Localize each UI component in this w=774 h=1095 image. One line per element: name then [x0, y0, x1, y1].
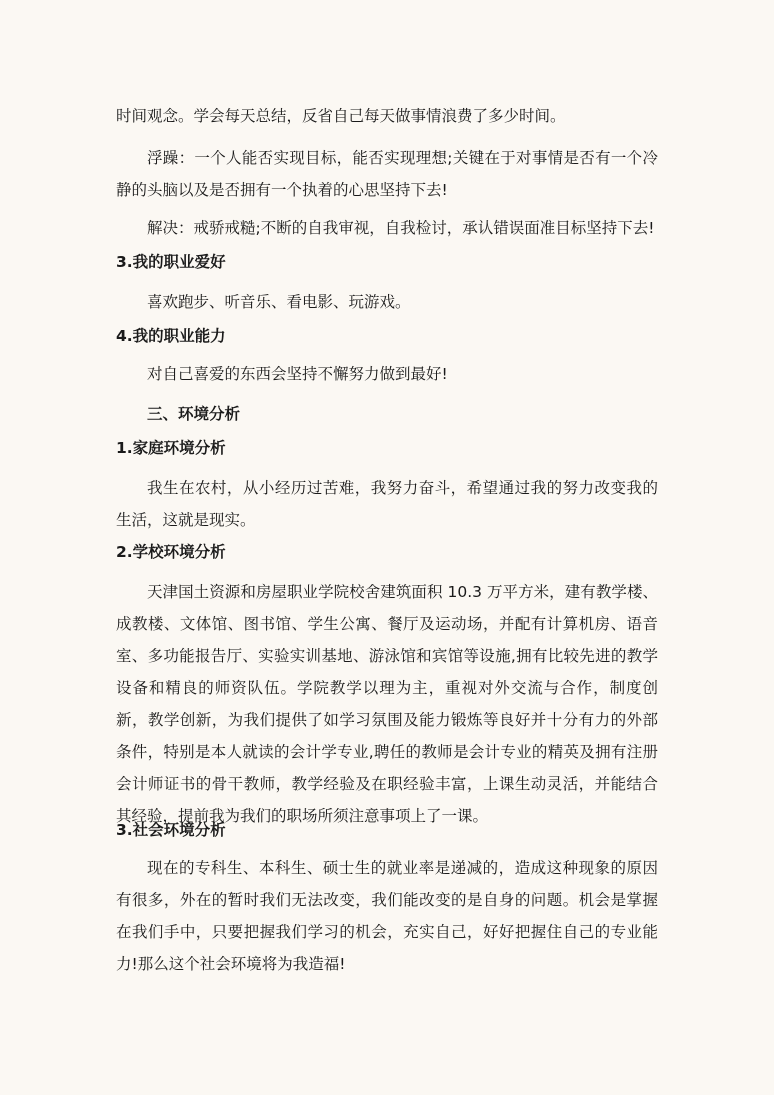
paragraph-ability: 对自己喜爱的东西会坚持不懈努力做到最好! — [147, 365, 448, 383]
paragraph-school: 天津国土资源和房屋职业学院校舍建筑面积 10.3 万平方米，建有教学楼、成教楼、文体馆、图书馆、学生公寓、餐厅及运动场，并配有计算机房、语音室、多功能报告厅、实验实训基地、游泳馆和宾馆等设施,拥有比较先进的教学设备和精良的师资队伍。学院教学以理为主，重视对外交流与合作，制度创新，教学创新，为我们提供了如学习氛围及能力锻炼等良好并十分有力的外部条件，特别是本人就读的会计学专业,聘任的教师是会计专业的精英及拥有注册会计师证书的骨干教师，教学经验及在职经验丰富，上课生动灵活，并能结合其经验，提前我为我们的职场所须注意事项上了一课。 — [116, 583, 658, 825]
heading-ability: 4.我的职业能力 — [116, 327, 226, 345]
paragraph-time: 时间观念。学会每天总结，反省自己每天做事情浪费了多少时间。 — [116, 107, 566, 125]
paragraph-family: 我生在农村，从小经历过苦难，我努力奋斗，希望通过我的努力改变我的生活，这就是现实。 — [116, 479, 658, 529]
paragraph-jiejue: 解决：戒骄戒糙;不断的自我审视，自我检讨，承认错误面准目标坚持下去! — [147, 219, 655, 237]
heading-hobby: 3.我的职业爱好 — [116, 253, 226, 271]
heading-school: 2.学校环境分析 — [116, 543, 226, 561]
heading-society: 3.社会环境分析 — [116, 821, 226, 839]
section-title-environment: 三、环境分析 — [147, 405, 241, 423]
heading-family: 1.家庭环境分析 — [116, 439, 226, 457]
paragraph-society: 现在的专科生、本科生、硕士生的就业率是递减的，造成这种现象的原因有很多，外在的暂时我们无法改变，我们能改变的是自身的问题。机会是掌握在我们手中，只要把握我们学习的机会，充实自己，好好把握住自己的专业能力!那么这个社会环境将为我造福! — [116, 859, 658, 973]
paragraph-hobby: 喜欢跑步、听音乐、看电影、玩游戏。 — [147, 293, 411, 311]
paragraph-fuzao: 浮躁：一个人能否实现目标，能否实现理想;关键在于对事情是否有一个冷静的头脑以及是否拥有一个执着的心思坚持下去! — [116, 149, 658, 199]
